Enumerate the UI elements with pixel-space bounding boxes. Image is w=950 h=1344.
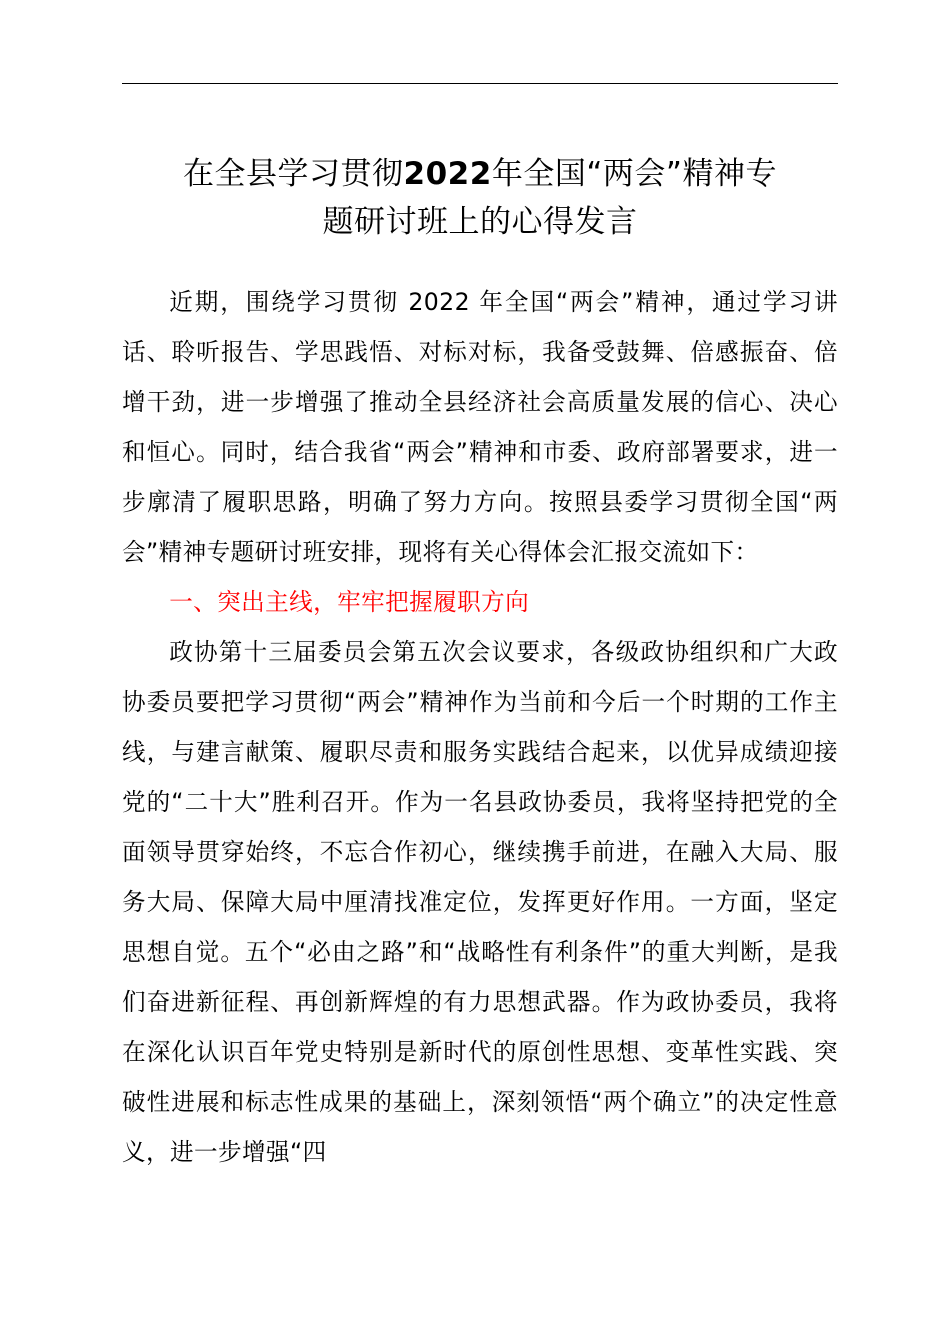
title-line1-suffix: 年全国“两会”精神专 [491, 156, 777, 192]
title-line1-prefix: 在全县学习贯彻 [183, 156, 404, 192]
title-line2: 题研讨班上的心得发言 [322, 204, 638, 240]
title-year: 2022 [403, 156, 492, 192]
intro-paragraph: 近期，围绕学习贯彻 2022 年全国“两会”精神，通过学习讲话、聆听报告、学思践悟、对标对标，我备受鼓舞、倍感振奋、倍增干劲，进一步增强了推动全县经济社会高质量发展的信心、决心和恒心。同时，结合我省“两会”精神和市委、政府部署要求，进一步廓清了履职思路，明确了努力方向。按照县委学习贯彻全国“两会”精神专题研讨班安排，现将有关心得体会汇报交流如下： [122, 288, 838, 566]
document-title [122, 150, 838, 246]
section-heading-1: 一、突出主线，牢牢把握履职方向 [169, 588, 530, 616]
header-rule [122, 83, 838, 84]
document-body [122, 277, 838, 1177]
section-1-paragraph: 政协第十三届委员会第五次会议要求，各级政协组织和广大政协委员要把学习贯彻“两会”精神作为当前和今后一个时期的工作主线，与建言献策、履职尽责和服务实践结合起来，以优异成绩迎接党的“二十大”胜利召开。作为一名县政协委员，我将坚持把党的全面领导贯穿始终，不忘合作初心，继续携手前进，在融入大局、服务大局、保障大局中厘清找准定位，发挥更好作用。一方面，坚定思想自觉。五个“必由之路”和“战略性有利条件”的重大判断，是我们奋进新征程、再创新辉煌的有力思想武器。作为政协委员，我将在深化认识百年党史特别是新时代的原创性思想、变革性实践、突破性进展和标志性成果的基础上，深刻领悟“两个确立”的决定性意义，进一步增强“四 [122, 638, 838, 1166]
